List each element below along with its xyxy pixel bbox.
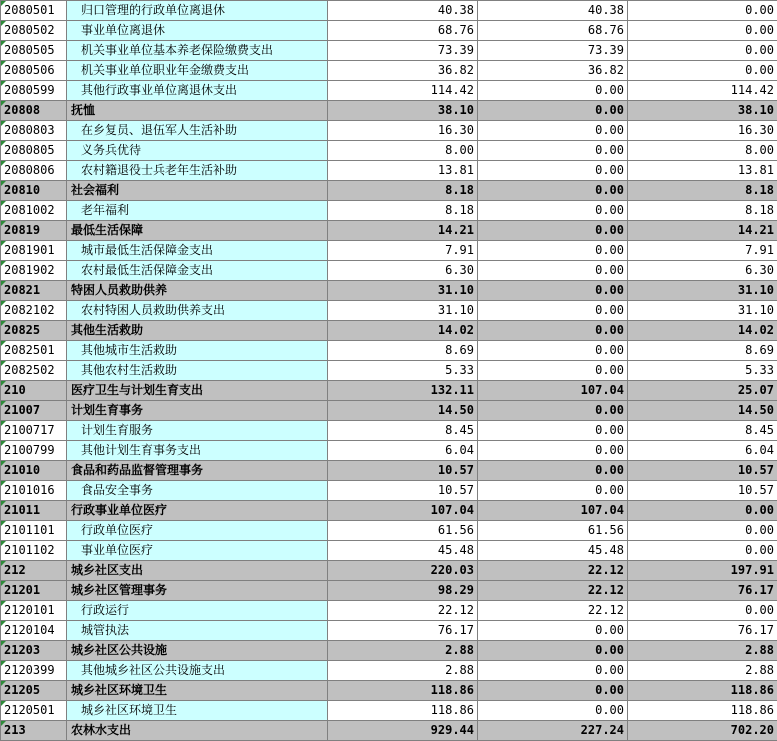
basic-expenditure-cell[interactable]: 0.00 bbox=[478, 101, 628, 121]
subject-code-cell[interactable]: 2100799 bbox=[1, 441, 67, 461]
project-expenditure-cell[interactable]: 16.30 bbox=[628, 121, 777, 141]
table-row[interactable] bbox=[1, 241, 777, 261]
table-row[interactable] bbox=[1, 661, 777, 681]
subject-code-cell[interactable]: 2080505 bbox=[1, 41, 67, 61]
project-expenditure-cell[interactable]: 8.18 bbox=[628, 181, 777, 201]
subject-code-cell[interactable]: 2120501 bbox=[1, 701, 67, 721]
table-row[interactable] bbox=[1, 561, 777, 581]
table-row[interactable] bbox=[1, 261, 777, 281]
basic-expenditure-cell[interactable]: 22.12 bbox=[478, 581, 628, 601]
project-expenditure-cell[interactable]: 76.17 bbox=[628, 581, 777, 601]
basic-expenditure-cell[interactable]: 0.00 bbox=[478, 621, 628, 641]
table-body bbox=[1, 1, 777, 741]
subject-name-cell[interactable]: 城乡社区管理事务 bbox=[67, 581, 328, 601]
table-row[interactable] bbox=[1, 381, 777, 401]
total-cell[interactable]: 6.04 bbox=[328, 441, 478, 461]
table-row[interactable] bbox=[1, 301, 777, 321]
subject-code-cell[interactable]: 21011 bbox=[1, 501, 67, 521]
total-cell[interactable]: 8.69 bbox=[328, 341, 478, 361]
basic-expenditure-cell[interactable]: 0.00 bbox=[478, 321, 628, 341]
total-cell[interactable]: 38.10 bbox=[328, 101, 478, 121]
subject-name-cell[interactable]: 在乡复员、退伍军人生活补助 bbox=[67, 121, 328, 141]
total-cell[interactable]: 76.17 bbox=[328, 621, 478, 641]
table-row[interactable] bbox=[1, 281, 777, 301]
project-expenditure-cell[interactable]: 10.57 bbox=[628, 481, 777, 501]
basic-expenditure-cell[interactable]: 107.04 bbox=[478, 381, 628, 401]
total-cell[interactable]: 31.10 bbox=[328, 281, 478, 301]
subject-name-cell[interactable]: 义务兵优待 bbox=[67, 141, 328, 161]
subject-name-cell[interactable]: 行政单位医疗 bbox=[67, 521, 328, 541]
subject-code-cell[interactable]: 2081902 bbox=[1, 261, 67, 281]
project-expenditure-cell[interactable]: 0.00 bbox=[628, 541, 777, 561]
subject-code-cell[interactable]: 2120104 bbox=[1, 621, 67, 641]
subject-code-cell[interactable]: 20810 bbox=[1, 181, 67, 201]
total-cell[interactable]: 36.82 bbox=[328, 61, 478, 81]
subject-name-cell[interactable]: 城乡社区支出 bbox=[67, 561, 328, 581]
total-cell[interactable]: 16.30 bbox=[328, 121, 478, 141]
total-cell[interactable]: 73.39 bbox=[328, 41, 478, 61]
table-row[interactable] bbox=[1, 721, 777, 741]
project-expenditure-cell[interactable]: 38.10 bbox=[628, 101, 777, 121]
basic-expenditure-cell[interactable]: 0.00 bbox=[478, 161, 628, 181]
total-cell[interactable]: 8.18 bbox=[328, 201, 478, 221]
total-cell[interactable]: 118.86 bbox=[328, 701, 478, 721]
total-cell[interactable]: 40.38 bbox=[328, 1, 478, 21]
total-cell[interactable]: 14.50 bbox=[328, 401, 478, 421]
table-row[interactable] bbox=[1, 321, 777, 341]
total-cell[interactable]: 8.18 bbox=[328, 181, 478, 201]
subject-name-cell[interactable]: 食品和药品监督管理事务 bbox=[67, 461, 328, 481]
project-expenditure-cell[interactable]: 14.50 bbox=[628, 401, 777, 421]
basic-expenditure-cell[interactable]: 45.48 bbox=[478, 541, 628, 561]
total-cell[interactable]: 98.29 bbox=[328, 581, 478, 601]
subject-name-cell[interactable]: 机关事业单位职业年金缴费支出 bbox=[67, 61, 328, 81]
table-row[interactable] bbox=[1, 541, 777, 561]
total-cell[interactable]: 14.02 bbox=[328, 321, 478, 341]
table-row[interactable] bbox=[1, 41, 777, 61]
subject-name-cell[interactable]: 城乡社区公共设施 bbox=[67, 641, 328, 661]
project-expenditure-cell[interactable]: 2.88 bbox=[628, 641, 777, 661]
total-cell[interactable]: 107.04 bbox=[328, 501, 478, 521]
total-cell[interactable]: 14.21 bbox=[328, 221, 478, 241]
basic-expenditure-cell[interactable]: 0.00 bbox=[478, 461, 628, 481]
total-cell[interactable]: 10.57 bbox=[328, 461, 478, 481]
total-cell[interactable]: 61.56 bbox=[328, 521, 478, 541]
basic-expenditure-cell[interactable]: 0.00 bbox=[478, 441, 628, 461]
basic-expenditure-cell[interactable]: 0.00 bbox=[478, 401, 628, 421]
basic-expenditure-cell[interactable]: 36.82 bbox=[478, 61, 628, 81]
project-expenditure-cell[interactable]: 0.00 bbox=[628, 21, 777, 41]
table-row[interactable] bbox=[1, 61, 777, 81]
total-cell[interactable]: 2.88 bbox=[328, 641, 478, 661]
subject-name-cell[interactable]: 其他城市生活救助 bbox=[67, 341, 328, 361]
basic-expenditure-cell[interactable]: 0.00 bbox=[478, 201, 628, 221]
project-expenditure-cell[interactable]: 31.10 bbox=[628, 301, 777, 321]
basic-expenditure-cell[interactable]: 73.39 bbox=[478, 41, 628, 61]
project-expenditure-cell[interactable]: 0.00 bbox=[628, 41, 777, 61]
basic-expenditure-cell[interactable]: 0.00 bbox=[478, 261, 628, 281]
basic-expenditure-cell[interactable]: 0.00 bbox=[478, 281, 628, 301]
subject-code-cell[interactable]: 21010 bbox=[1, 461, 67, 481]
total-cell[interactable]: 2.88 bbox=[328, 661, 478, 681]
table-row[interactable] bbox=[1, 121, 777, 141]
basic-expenditure-cell[interactable]: 0.00 bbox=[478, 641, 628, 661]
total-cell[interactable]: 7.91 bbox=[328, 241, 478, 261]
subject-code-cell[interactable]: 2100717 bbox=[1, 421, 67, 441]
table-row[interactable] bbox=[1, 581, 777, 601]
subject-name-cell[interactable]: 城市最低生活保障金支出 bbox=[67, 241, 328, 261]
subject-name-cell[interactable]: 计划生育服务 bbox=[67, 421, 328, 441]
total-cell[interactable]: 118.86 bbox=[328, 681, 478, 701]
subject-code-cell[interactable]: 213 bbox=[1, 721, 67, 741]
subject-name-cell[interactable]: 城乡社区环境卫生 bbox=[67, 681, 328, 701]
subject-code-cell[interactable]: 21205 bbox=[1, 681, 67, 701]
basic-expenditure-cell[interactable]: 0.00 bbox=[478, 661, 628, 681]
total-cell[interactable]: 13.81 bbox=[328, 161, 478, 181]
table-row[interactable] bbox=[1, 621, 777, 641]
table-row[interactable] bbox=[1, 141, 777, 161]
subject-name-cell[interactable]: 社会福利 bbox=[67, 181, 328, 201]
basic-expenditure-cell[interactable]: 0.00 bbox=[478, 701, 628, 721]
table-row[interactable] bbox=[1, 521, 777, 541]
project-expenditure-cell[interactable]: 114.42 bbox=[628, 81, 777, 101]
basic-expenditure-cell[interactable]: 227.24 bbox=[478, 721, 628, 741]
table-row[interactable] bbox=[1, 81, 777, 101]
basic-expenditure-cell[interactable]: 0.00 bbox=[478, 681, 628, 701]
table-row[interactable] bbox=[1, 421, 777, 441]
table-row[interactable] bbox=[1, 341, 777, 361]
subject-name-cell[interactable]: 事业单位离退休 bbox=[67, 21, 328, 41]
project-expenditure-cell[interactable]: 197.91 bbox=[628, 561, 777, 581]
basic-expenditure-cell[interactable]: 61.56 bbox=[478, 521, 628, 541]
project-expenditure-cell[interactable]: 25.07 bbox=[628, 381, 777, 401]
subject-code-cell[interactable]: 2082502 bbox=[1, 361, 67, 381]
total-cell[interactable]: 5.33 bbox=[328, 361, 478, 381]
subject-name-cell[interactable]: 事业单位医疗 bbox=[67, 541, 328, 561]
project-expenditure-cell[interactable]: 6.30 bbox=[628, 261, 777, 281]
project-expenditure-cell[interactable]: 2.88 bbox=[628, 661, 777, 681]
subject-code-cell[interactable]: 2120399 bbox=[1, 661, 67, 681]
subject-code-cell[interactable]: 2120101 bbox=[1, 601, 67, 621]
table-row[interactable] bbox=[1, 401, 777, 421]
subject-name-cell[interactable]: 农村籍退役士兵老年生活补助 bbox=[67, 161, 328, 181]
table-row[interactable] bbox=[1, 681, 777, 701]
subject-name-cell[interactable]: 归口管理的行政单位离退休 bbox=[67, 1, 328, 21]
basic-expenditure-cell[interactable]: 68.76 bbox=[478, 21, 628, 41]
table-row[interactable] bbox=[1, 481, 777, 501]
project-expenditure-cell[interactable]: 8.45 bbox=[628, 421, 777, 441]
basic-expenditure-cell[interactable]: 0.00 bbox=[478, 181, 628, 201]
table-row[interactable] bbox=[1, 161, 777, 181]
total-cell[interactable]: 220.03 bbox=[328, 561, 478, 581]
table-row[interactable] bbox=[1, 701, 777, 721]
subject-code-cell[interactable]: 2082102 bbox=[1, 301, 67, 321]
subject-code-cell[interactable]: 21007 bbox=[1, 401, 67, 421]
subject-name-cell[interactable]: 其他行政事业单位离退休支出 bbox=[67, 81, 328, 101]
subject-name-cell[interactable]: 其他城乡社区公共设施支出 bbox=[67, 661, 328, 681]
total-cell[interactable]: 10.57 bbox=[328, 481, 478, 501]
subject-code-cell[interactable]: 2081901 bbox=[1, 241, 67, 261]
project-expenditure-cell[interactable]: 5.33 bbox=[628, 361, 777, 381]
basic-expenditure-cell[interactable]: 0.00 bbox=[478, 81, 628, 101]
basic-expenditure-cell[interactable]: 22.12 bbox=[478, 601, 628, 621]
subject-code-cell[interactable]: 2080599 bbox=[1, 81, 67, 101]
project-expenditure-cell[interactable]: 0.00 bbox=[628, 501, 777, 521]
subject-code-cell[interactable]: 2080805 bbox=[1, 141, 67, 161]
project-expenditure-cell[interactable]: 7.91 bbox=[628, 241, 777, 261]
project-expenditure-cell[interactable]: 10.57 bbox=[628, 461, 777, 481]
subject-code-cell[interactable]: 212 bbox=[1, 561, 67, 581]
basic-expenditure-cell[interactable]: 0.00 bbox=[478, 221, 628, 241]
basic-expenditure-cell[interactable]: 0.00 bbox=[478, 301, 628, 321]
subject-code-cell[interactable]: 20808 bbox=[1, 101, 67, 121]
subject-name-cell[interactable]: 抚恤 bbox=[67, 101, 328, 121]
subject-code-cell[interactable]: 2101102 bbox=[1, 541, 67, 561]
project-expenditure-cell[interactable]: 118.86 bbox=[628, 681, 777, 701]
subject-name-cell[interactable]: 其他农村生活救助 bbox=[67, 361, 328, 381]
project-expenditure-cell[interactable]: 14.02 bbox=[628, 321, 777, 341]
subject-name-cell[interactable]: 农村最低生活保障金支出 bbox=[67, 261, 328, 281]
project-expenditure-cell[interactable]: 0.00 bbox=[628, 1, 777, 21]
basic-expenditure-cell[interactable]: 0.00 bbox=[478, 421, 628, 441]
basic-expenditure-cell[interactable]: 0.00 bbox=[478, 481, 628, 501]
project-expenditure-cell[interactable]: 0.00 bbox=[628, 61, 777, 81]
basic-expenditure-cell[interactable]: 0.00 bbox=[478, 341, 628, 361]
subject-name-cell[interactable]: 特困人员救助供养 bbox=[67, 281, 328, 301]
subject-name-cell[interactable]: 城管执法 bbox=[67, 621, 328, 641]
subject-name-cell[interactable]: 行政事业单位医疗 bbox=[67, 501, 328, 521]
subject-name-cell[interactable]: 农林水支出 bbox=[67, 721, 328, 741]
subject-code-cell[interactable]: 2101101 bbox=[1, 521, 67, 541]
subject-code-cell[interactable]: 2101016 bbox=[1, 481, 67, 501]
subject-name-cell[interactable]: 医疗卫生与计划生育支出 bbox=[67, 381, 328, 401]
total-cell[interactable]: 8.00 bbox=[328, 141, 478, 161]
table-row[interactable] bbox=[1, 201, 777, 221]
total-cell[interactable]: 68.76 bbox=[328, 21, 478, 41]
subject-code-cell[interactable]: 2080803 bbox=[1, 121, 67, 141]
table-row[interactable] bbox=[1, 221, 777, 241]
basic-expenditure-cell[interactable]: 0.00 bbox=[478, 361, 628, 381]
project-expenditure-cell[interactable]: 118.86 bbox=[628, 701, 777, 721]
table-row[interactable] bbox=[1, 601, 777, 621]
table-row[interactable] bbox=[1, 1, 777, 21]
table-row[interactable] bbox=[1, 501, 777, 521]
subject-name-cell[interactable]: 食品安全事务 bbox=[67, 481, 328, 501]
subject-code-cell[interactable]: 21203 bbox=[1, 641, 67, 661]
subject-code-cell[interactable]: 20825 bbox=[1, 321, 67, 341]
subject-code-cell[interactable]: 20819 bbox=[1, 221, 67, 241]
table-row[interactable] bbox=[1, 21, 777, 41]
subject-code-cell[interactable]: 210 bbox=[1, 381, 67, 401]
total-cell[interactable]: 132.11 bbox=[328, 381, 478, 401]
project-expenditure-cell[interactable]: 8.69 bbox=[628, 341, 777, 361]
basic-expenditure-cell[interactable]: 40.38 bbox=[478, 1, 628, 21]
basic-expenditure-cell[interactable]: 107.04 bbox=[478, 501, 628, 521]
subject-name-cell[interactable]: 老年福利 bbox=[67, 201, 328, 221]
project-expenditure-cell[interactable]: 702.20 bbox=[628, 721, 777, 741]
project-expenditure-cell[interactable]: 31.10 bbox=[628, 281, 777, 301]
total-cell[interactable]: 929.44 bbox=[328, 721, 478, 741]
subject-code-cell[interactable]: 2080806 bbox=[1, 161, 67, 181]
project-expenditure-cell[interactable]: 13.81 bbox=[628, 161, 777, 181]
project-expenditure-cell[interactable]: 8.18 bbox=[628, 201, 777, 221]
subject-code-cell[interactable]: 2082501 bbox=[1, 341, 67, 361]
total-cell[interactable]: 31.10 bbox=[328, 301, 478, 321]
basic-expenditure-cell[interactable]: 0.00 bbox=[478, 241, 628, 261]
project-expenditure-cell[interactable]: 6.04 bbox=[628, 441, 777, 461]
table-row[interactable] bbox=[1, 181, 777, 201]
table-row[interactable] bbox=[1, 441, 777, 461]
table-row[interactable] bbox=[1, 361, 777, 381]
total-cell[interactable]: 114.42 bbox=[328, 81, 478, 101]
subject-name-cell[interactable]: 城乡社区环境卫生 bbox=[67, 701, 328, 721]
subject-name-cell[interactable]: 农村特困人员救助供养支出 bbox=[67, 301, 328, 321]
total-cell[interactable]: 8.45 bbox=[328, 421, 478, 441]
subject-name-cell[interactable]: 机关事业单位基本养老保险缴费支出 bbox=[67, 41, 328, 61]
total-cell[interactable]: 22.12 bbox=[328, 601, 478, 621]
basic-expenditure-cell[interactable]: 22.12 bbox=[478, 561, 628, 581]
subject-code-cell[interactable]: 2081002 bbox=[1, 201, 67, 221]
project-expenditure-cell[interactable]: 0.00 bbox=[628, 601, 777, 621]
project-expenditure-cell[interactable]: 0.00 bbox=[628, 521, 777, 541]
subject-name-cell[interactable]: 其他生活救助 bbox=[67, 321, 328, 341]
subject-code-cell[interactable]: 20821 bbox=[1, 281, 67, 301]
table-row[interactable] bbox=[1, 641, 777, 661]
subject-code-cell[interactable]: 21201 bbox=[1, 581, 67, 601]
subject-code-cell[interactable]: 2080506 bbox=[1, 61, 67, 81]
project-expenditure-cell[interactable]: 76.17 bbox=[628, 621, 777, 641]
total-cell[interactable]: 45.48 bbox=[328, 541, 478, 561]
basic-expenditure-cell[interactable]: 0.00 bbox=[478, 121, 628, 141]
total-cell[interactable]: 6.30 bbox=[328, 261, 478, 281]
project-expenditure-cell[interactable]: 8.00 bbox=[628, 141, 777, 161]
project-expenditure-cell[interactable]: 14.21 bbox=[628, 221, 777, 241]
subject-name-cell[interactable]: 最低生活保障 bbox=[67, 221, 328, 241]
table-row[interactable] bbox=[1, 101, 777, 121]
subject-code-cell[interactable]: 2080501 bbox=[1, 1, 67, 21]
subject-name-cell[interactable]: 计划生育事务 bbox=[67, 401, 328, 421]
subject-code-cell[interactable]: 2080502 bbox=[1, 21, 67, 41]
subject-name-cell[interactable]: 其他计划生育事务支出 bbox=[67, 441, 328, 461]
table-row[interactable] bbox=[1, 461, 777, 481]
basic-expenditure-cell[interactable]: 0.00 bbox=[478, 141, 628, 161]
subject-name-cell[interactable]: 行政运行 bbox=[67, 601, 328, 621]
